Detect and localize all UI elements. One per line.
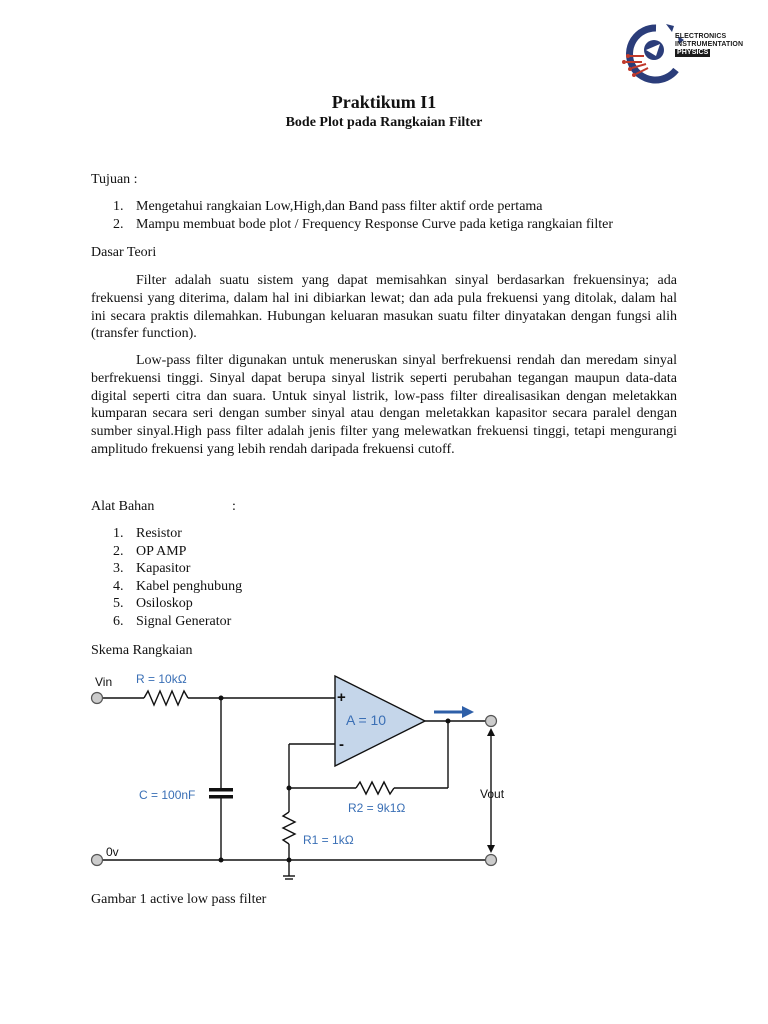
list-number: 2.	[113, 216, 124, 232]
list-text: Mampu membuat bode plot / Frequency Response Curve pada ketiga rangkaian filter	[136, 216, 614, 232]
logo-text	[675, 33, 743, 57]
resistor-r-symbol	[144, 691, 188, 705]
junction-dot	[287, 786, 292, 791]
vout-terminal-top	[486, 716, 497, 727]
list-text: Resistor	[136, 526, 182, 541]
list-text: Osiloskop	[136, 596, 193, 612]
figure-caption: Gambar 1 active low pass filter	[91, 892, 267, 907]
list-item	[91, 578, 242, 596]
alat-bahan-heading: Alat Bahan	[91, 499, 155, 514]
list-item	[91, 543, 242, 561]
list-item	[91, 613, 242, 631]
list-number: 1.	[113, 526, 124, 541]
dasar-teori-paragraph-1: Filter adalah suatu sistem yang dapat memisahkan sinyal berdasarkan frekuensinya; ada frekuensi yang diterima, dalam hal ini dibiarkan lewat; dan ada pula frekuensi yang ditolak, dalam hal ini secara praktis dilemahkan. Hubungan keluaran masukan suatu filter dinyatakan dengan fungsi alih (transfer function).	[91, 273, 677, 342]
logo-line-physics: PHYSICS	[677, 49, 709, 56]
logo-line-electronics: ELECTRONICS	[675, 33, 727, 40]
opamp-gain-label: A = 10	[346, 712, 387, 728]
r2-label: R2 = 9k1Ω	[348, 801, 406, 815]
list-number: 5.	[113, 596, 124, 612]
list-number: 1.	[113, 199, 124, 214]
ov-label: 0v	[106, 845, 119, 859]
list-item	[91, 198, 613, 216]
opamp-minus-label: -	[339, 736, 344, 753]
c-label: C = 100nF	[139, 788, 196, 802]
junction-dot	[446, 719, 451, 724]
list-number: 6.	[113, 613, 124, 629]
vout-label: Vout	[480, 787, 505, 801]
list-text: OP AMP	[136, 543, 187, 559]
list-number: 3.	[113, 561, 124, 577]
alat-bahan-colon: :	[232, 499, 236, 514]
r-label: R = 10kΩ	[136, 672, 187, 686]
junction-dot	[287, 858, 292, 863]
logo-line-instrumentation: INSTRUMENTATION	[675, 41, 744, 48]
list-item	[91, 595, 242, 613]
list-item	[91, 560, 242, 578]
dasar-teori-heading: Dasar Teori	[91, 245, 157, 260]
capacitor-plate	[209, 795, 233, 799]
junction-dot	[219, 696, 224, 701]
skema-heading: Skema Rangkaian	[91, 643, 193, 658]
list-item	[91, 216, 613, 234]
junction-dot	[219, 858, 224, 863]
tujuan-list	[91, 198, 613, 233]
document-title: Praktikum I1	[331, 92, 437, 112]
vout-arrowhead-up	[487, 728, 495, 736]
list-text: Kabel penghubung	[136, 578, 243, 594]
ov-terminal	[92, 855, 103, 866]
list-text: Mengetahui rangkaian Low,High,dan Band pass filter aktif orde pertama	[136, 199, 543, 214]
capacitor-plate	[209, 788, 233, 792]
document-subtitle: Bode Plot pada Rangkaian Filter	[285, 115, 483, 130]
resistor-r1-symbol	[283, 812, 295, 844]
circuit-diagram	[88, 664, 518, 884]
list-text: Signal Generator	[136, 613, 232, 629]
r1-label: R1 = 1kΩ	[303, 833, 354, 847]
vin-label: Vin	[95, 675, 113, 689]
list-item	[91, 525, 242, 543]
output-arrowhead	[462, 706, 474, 718]
list-number: 4.	[113, 578, 124, 594]
opamp-plus-label: +	[337, 689, 346, 706]
alat-bahan-list	[91, 525, 242, 631]
list-text: Kapasitor	[136, 561, 191, 577]
vout-terminal-bottom	[486, 855, 497, 866]
resistor-r2-symbol	[356, 782, 394, 794]
tujuan-heading: Tujuan :	[91, 172, 138, 187]
dasar-teori-paragraph-2: Low-pass filter digunakan untuk meneruskan sinyal berfrekuensi rendah dan meredam sinyal berfrekuensi tinggi. Sinyal dapat berupa sinyal listrik seperti perubahan tegangan maupun data-data digital seperti citra dan suara. Untuk sinyal listrik, low-pass filter direalisasikan dengan meletakkan kumparan secara seri dengan sumber sinyal atau dengan meletakkan kapasitor secara paralel dengan sumber sinyal.High pass filter adalah jenis filter yang melewatkan frekuensi tinggi, tetapi mengurangi amplitudo frekuensi yang lebih rendah daripada frekuensi cutoff.	[91, 353, 677, 457]
vout-arrowhead-down	[487, 845, 495, 853]
vin-terminal	[92, 693, 103, 704]
list-number: 2.	[113, 543, 124, 559]
